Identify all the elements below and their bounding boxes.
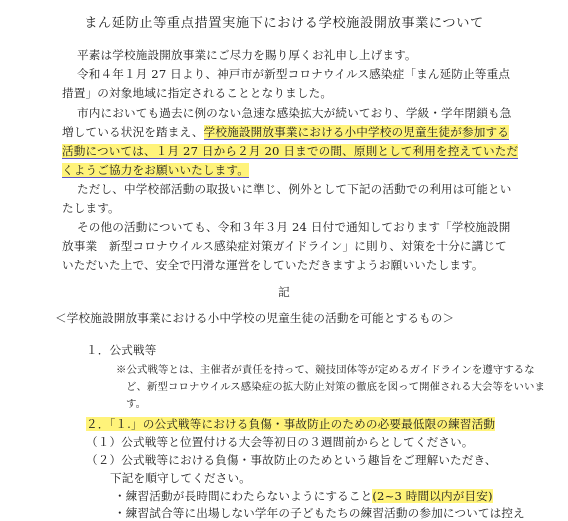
intro-line-1: 平素は学校施設開放事業にご尽力を賜り厚くお礼申し上げます。 — [77, 48, 417, 62]
highlighted-notice-start: 学校施設開放事業における小中学校の児童生徒が参加する — [203, 125, 509, 139]
item-2-bullet-1 — [114, 488, 493, 504]
item-2-clause-2b: 下記を順守してください。 — [110, 471, 251, 485]
highlighted-notice-end: くようご協力をお願いいたします。 — [62, 163, 249, 177]
item-2-bullet-1-text: ・練習活動が長時間にわたらないようにすること — [114, 489, 373, 503]
intro-line-5 — [62, 124, 509, 140]
intro-line-9: たします。 — [62, 201, 120, 215]
item-2-heading — [86, 416, 495, 432]
section-heading: ＜学校施設開放事業における小中学校の児童生徒の活動を可能とするもの＞ — [55, 311, 455, 325]
highlighted-notice-middle: 活動については、１月 27 日から２月 20 日までの間、原則として利用を控えていただ — [62, 144, 519, 158]
time-limit-highlight: (2~3 時間以内が目安) — [372, 489, 493, 503]
item-1-note-1: ※公式戦等とは、主催者が責任を持って、競技団体等が定めるガイドラインを遵守するな — [116, 364, 535, 376]
document-title: まん延防止等重点措置実施下における学校施設開放事業について — [84, 16, 484, 31]
intro-line-4: 市内においても過去に例のない急速な感染拡大が続いており、学級・学年閉鎖も急 — [77, 106, 512, 120]
item-2-clause-1: （１）公式戦等と位置付ける大会等初日の３週間前からとしてください。 — [86, 435, 474, 449]
intro-line-8: ただし、中学校部活動の取扱いに準じ、例外として下記の活動での利用は可能とい — [77, 182, 512, 196]
intro-line-2: 令和４年１月 27 日より、神戸市が新型コロナウイルス感染症「まん延防止等重点 — [77, 67, 511, 81]
ki-marker: 記 — [278, 285, 290, 299]
intro-line-12: いただいた上で、安全で円滑な運営をしていただきますようお願いいたします。 — [62, 258, 484, 272]
intro-line-7 — [62, 162, 249, 178]
item-1-note-3: す。 — [126, 398, 147, 410]
intro-line-5-plain: 増している状況を踏まえ、 — [62, 125, 204, 139]
item-1-note-2: ど、新型コロナウイルス感染症の拡大防止対策の徹底を図って開催される大会等をいいま — [126, 381, 545, 393]
intro-line-10: その他の活動についても、令和３年３月 24 日付で通知しております「学校施設開 — [77, 220, 511, 234]
item-2-clause-2: （２）公式戦等における負傷・事故防止のためという趣旨をご理解いただき、 — [86, 453, 497, 467]
item-2-heading-highlight: ２．「１.」の公式戦等における負傷・事故防止のための必要最低限の練習活動 — [86, 417, 496, 431]
item-2-bullet-2: ・練習試合等に出場しない学年の子どもたちの練習活動の参加については控え — [114, 506, 525, 520]
intro-line-11: 放事業 新型コロナウイルス感染症対策ガイドライン」に則り、対策を十分に講じて — [62, 239, 507, 253]
intro-line-3: 措置」の対象地域に指定されることとなりました。 — [62, 86, 333, 100]
intro-line-6 — [62, 143, 518, 159]
item-1-heading: １．公式戦等 — [86, 343, 157, 357]
